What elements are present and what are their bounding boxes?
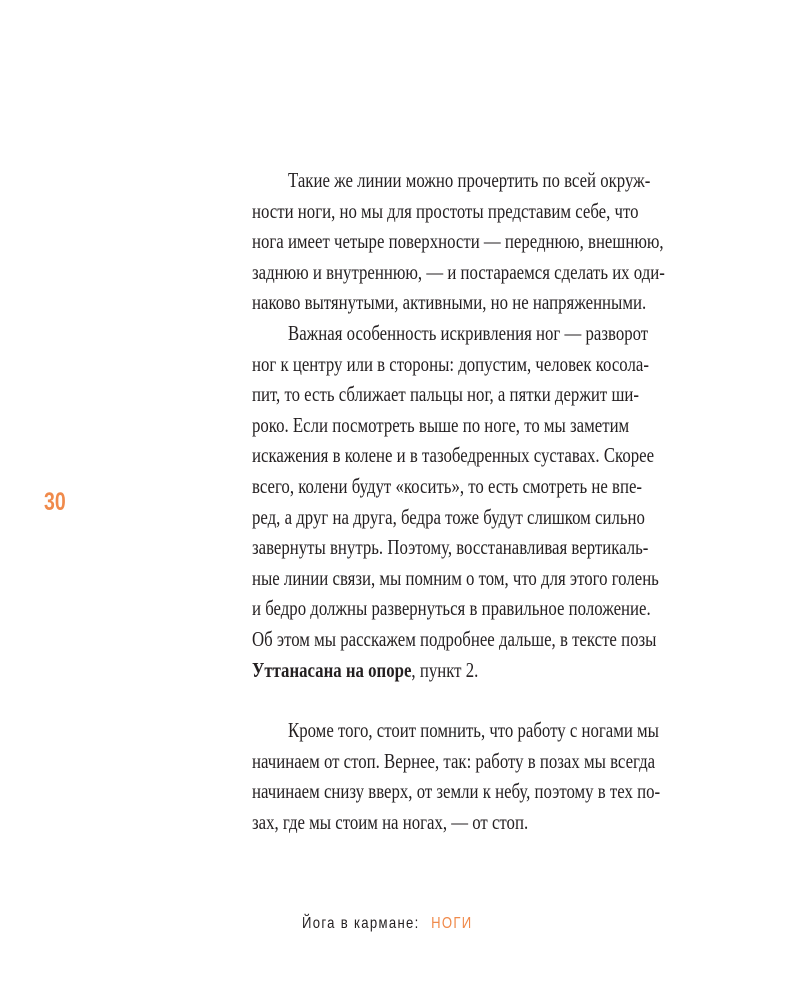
paragraph-3 [252, 715, 698, 837]
text-line: всего, колени будут «косить», то есть смотреть не впе- [252, 473, 643, 498]
text-line: ред, а друг на друга, бедра тоже будут слишком сильно [252, 504, 645, 529]
text-line: наково вытянутыми, активными, но не напряженными. [252, 290, 647, 315]
section-name: НОГИ [431, 915, 473, 932]
book-title: Йога в кармане: [302, 915, 420, 932]
text-line: искажения в колене и в тазобедренных суставах. Скорее [252, 443, 655, 468]
text-line: пит, то есть сближает пальцы ног, а пятки держит ши- [252, 382, 639, 407]
paragraph-2 [252, 318, 698, 685]
pose-name-bold: Уттанасана на опоре [252, 657, 412, 682]
body-text [252, 165, 698, 837]
text-line: начинаем от стоп. Вернее, так: работу в позах мы всегда [252, 748, 656, 773]
text-line: начинаем снизу вверх, от земли к небу, поэтому в тех по- [252, 779, 661, 804]
text-line: и бедро должны развернуться в правильное положение. [252, 596, 651, 621]
pose-reference-rest: , пункт 2. [411, 657, 479, 682]
paragraph-spacer [252, 685, 698, 715]
text-line: Такие же линии можно прочертить по всей окруж- [288, 168, 651, 192]
text-line-with-pose-reference [252, 655, 609, 686]
running-footer [302, 915, 473, 933]
text-line: Важная особенность искривления ног — разворот [288, 320, 649, 345]
text-line: ные линии связи, мы помним о том, что для этого голень [252, 565, 659, 590]
page-number: 30 [44, 488, 66, 516]
text-line: зах, где мы стоим на ногах, — от стоп. [252, 809, 529, 834]
text-line: ности ноги, но мы для простоты представим себе, что [252, 198, 639, 223]
text-line: нога имеет четыре поверхности — переднюю, внешнюю, [252, 229, 664, 254]
text-line: заднюю и внутреннюю, — и постараемся сделать их оди- [252, 259, 665, 284]
text-line: завернуты внутрь. Поэтому, восстанавливая вертикаль- [252, 535, 649, 560]
text-line: роко. Если посмотреть выше по ноге, то мы заметим [252, 412, 630, 437]
text-line: ног к центру или в стороны: допустим, человек косола- [252, 351, 649, 376]
text-line: Кроме того, стоит помнить, что работу с ногами мы [288, 718, 659, 743]
text-line: Об этом мы расскажем подробнее дальше, в тексте позы [252, 626, 657, 651]
paragraph-1 [252, 165, 698, 318]
